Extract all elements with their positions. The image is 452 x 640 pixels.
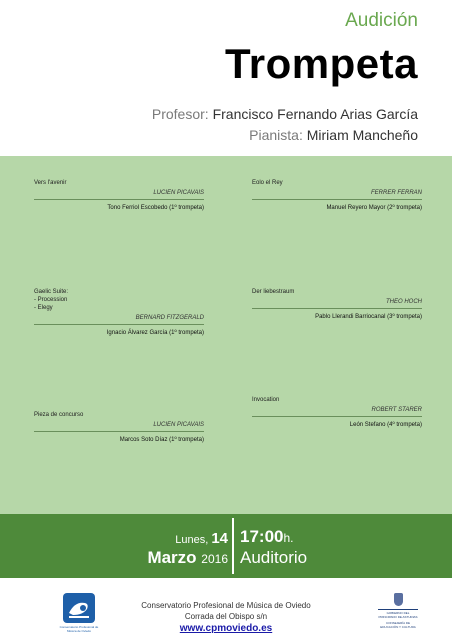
- piece-performer: Manuel Reyero Mayor (2º trompeta): [326, 205, 422, 211]
- piece-title: Eolo el Rey: [252, 180, 283, 186]
- piece-performer: Tono Ferriol Escobedo (1º trompeta): [107, 205, 204, 211]
- school-name: Conservatorio Profesional de Música de Oviedo: [141, 601, 311, 610]
- piece-movement: - Elegy: [34, 305, 53, 311]
- piece-divider: [34, 199, 204, 200]
- date-day: [175, 530, 228, 547]
- piece-performer: Pablo Llerandi Barriocanal (3º trompeta): [315, 314, 422, 320]
- pianist-line: [249, 127, 418, 143]
- piece-performer: León Stefano (4º trompeta): [349, 422, 422, 428]
- piece-title: Invocation: [252, 397, 280, 403]
- piece-divider: [34, 324, 204, 325]
- program-item: [252, 288, 422, 320]
- program-item: [34, 411, 204, 443]
- professor-line: [152, 106, 418, 122]
- program-item: [34, 179, 204, 211]
- weekday: Lunes,: [175, 534, 209, 546]
- time-value: 17:00: [240, 527, 284, 546]
- program-item: [34, 288, 204, 336]
- piece-title: Pieza de concurso: [34, 412, 84, 418]
- school-website-link[interactable]: www.cpmoviedo.es: [179, 623, 273, 634]
- date-month: [147, 548, 228, 568]
- coat-of-arms-icon: [394, 593, 403, 606]
- piece-composer: THEO HOCH: [386, 299, 422, 305]
- pianist-label: Pianista:: [249, 127, 303, 143]
- piece-composer: BERNARD FITZGERALD: [135, 315, 204, 321]
- pianist-name: Miriam Mancheño: [306, 127, 418, 143]
- piece-movement: - Procession: [34, 297, 68, 303]
- piece-divider: [34, 431, 204, 432]
- program-item: [252, 396, 422, 428]
- piece-title: Vers l'avenir: [34, 180, 67, 186]
- schedule-divider: [232, 518, 234, 574]
- professor-name: Francisco Fernando Arias García: [212, 106, 418, 122]
- event-time: [240, 527, 294, 547]
- month-name: Marzo: [147, 548, 197, 567]
- day-number: 14: [211, 530, 228, 547]
- piece-composer: LUCIEN PICAVAIS: [153, 422, 204, 428]
- logo-rule: [378, 609, 418, 610]
- piece-performer: Marcos Soto Díaz (1º trompeta): [119, 437, 204, 443]
- professor-label: Profesor:: [151, 106, 209, 122]
- piece-divider: [252, 199, 422, 200]
- piece-composer: ROBERT STARER: [371, 407, 422, 413]
- venue: Auditorio: [240, 548, 308, 567]
- piece-composer: LUCIEN PICAVAIS: [153, 190, 204, 196]
- time-suffix: h.: [283, 531, 294, 545]
- left-logo-caption: Conservatorio Profesional de Música de Oviedo: [59, 625, 99, 633]
- piece-composer: FERRER FERRAN: [370, 190, 422, 196]
- program-panel: [0, 156, 452, 514]
- piece-divider: [252, 308, 422, 309]
- piece-performer: Ignacio Álvarez García (1º trompeta): [106, 330, 204, 336]
- piece-title: Der liebestraum: [252, 289, 295, 295]
- event-label: Audición: [345, 10, 418, 31]
- department-name: CONSEJERÍA DE EDUCACIÓN Y CULTURA: [380, 621, 416, 629]
- piece-divider: [252, 416, 422, 417]
- instrument-title: Trompeta: [224, 40, 418, 87]
- piece-title: Gaelic Suite:: [34, 289, 69, 295]
- government-logo: [378, 593, 418, 635]
- poster-header: [0, 0, 452, 156]
- government-name: GOBIERNO DEL PRINCIPADO DE ASTURIAS: [378, 611, 418, 619]
- program-item: [252, 179, 422, 211]
- school-address: Corrada del Obispo s/n: [184, 612, 268, 621]
- year: 2016: [201, 552, 228, 566]
